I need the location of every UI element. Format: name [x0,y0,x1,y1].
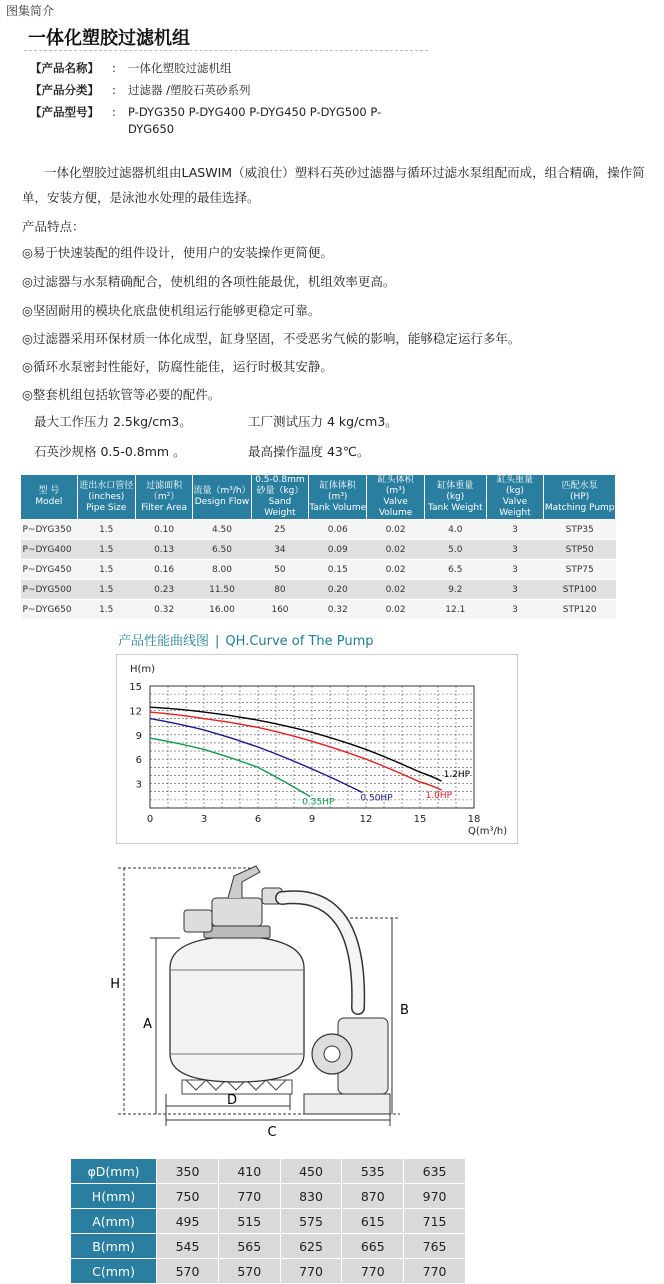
dimension-label-cell: φD(mm) [71,1159,157,1184]
spec-table-cell: 9.2 [425,580,487,600]
series-label: 0.35HP [302,797,335,808]
spec-table-cell: 4.50 [193,520,251,540]
spec-header-cell [544,475,616,520]
spec-table-cell: 0.02 [367,520,425,540]
section-label: 图集简介 [6,4,55,18]
spec-table-cell: STP75 [544,560,616,580]
dimension-value-cell: 770 [218,1184,280,1209]
series-label: 0.50HP [360,793,393,804]
spec-table-cell: P~DYG450 [21,560,78,580]
spec-max-temp: 最高操作温度 43℃。 [248,444,370,459]
spec-table-cell: 8.00 [193,560,251,580]
x-tick-label: 0 [146,814,154,825]
intro-paragraph: 一体化塑胶过滤器机组由LASWIM（威浪仕）塑料石英砂过滤器与循环过滤水泵组配而成，组合精确，操作简单，安装方便，是泳池水处理的最佳选择。 [22,165,645,205]
spec-table-cell: 1.5 [77,600,135,620]
spec-test-pressure: 工厂测试压力 4 kg/cm3。 [248,414,398,429]
chart-grid [150,686,474,808]
dimension-value-cell: 495 [157,1209,219,1234]
info-product-models [30,104,408,138]
curve-title [118,630,374,649]
spec-header-line: 过滤面积（m²） [146,480,183,502]
dimension-value-cell: 770 [404,1259,466,1284]
spec-table-cell: 3 [486,560,544,580]
info-key: 【产品型号】 [30,105,99,119]
x-axis-label: Q(m³/h) [468,826,508,837]
dimension-value-cell: 750 [157,1184,219,1209]
info-key: 【产品名称】 [30,61,99,75]
feature-item: ◎过滤器采用环保材质一体化成型，缸身坚固，不受恶劣气候的影响，能够稳定运行多年。 [22,331,521,346]
dimension-label-cell: A(mm) [71,1209,157,1234]
spec-header-line: Design Flow [194,497,250,507]
info-colon: : [112,105,116,119]
y-tick-label: 3 [135,779,142,791]
dimension-value-cell: 570 [218,1259,280,1284]
spec-header-line: 砂量（kg） [256,486,304,496]
dim-label-d: D [226,1093,238,1108]
valve-port-left [184,910,212,932]
spec-max-pressure: 最大工作压力 2.5kg/cm3。 [34,414,192,429]
spec-table-cell: 0.02 [367,580,425,600]
spec-table-cell: 16.00 [193,600,251,620]
pump-curve-chart [116,654,518,844]
spec-table-cell: 0.15 [309,560,367,580]
spec-table-cell: 0.32 [309,600,367,620]
spec-table-row [21,560,616,580]
dimension-table-row [71,1209,466,1234]
dimension-value-cell: 615 [342,1209,404,1234]
pump [304,1018,390,1114]
y-tick-label: 15 [129,682,142,693]
spec-table-cell: 0.02 [367,540,425,560]
spec-header-line: 0.5-0.8mm [255,475,305,485]
info-value: 一体化塑胶过滤机组 [128,61,232,75]
dimension-value-cell: 830 [280,1184,342,1209]
dimension-value-cell: 515 [218,1209,280,1234]
spec-table-cell: 11.50 [193,580,251,600]
spec-table-cell: STP100 [544,580,616,600]
spec-table-row [21,580,616,600]
title-divider [24,50,428,51]
spec-header-line: Filter Area [141,502,188,513]
spec-header-line: (m³) [328,491,348,502]
spec-header-cell [21,475,78,520]
info-key: 【产品分类】 [30,83,99,97]
dimension-value-cell: 410 [218,1159,280,1184]
info-product-name [30,60,408,77]
dimension-value-cell: 570 [157,1259,219,1284]
spec-header-cell [309,475,367,520]
page-title: 一体化塑胶过滤机组 [28,28,190,49]
spec-table-cell: 0.32 [135,600,193,620]
spec-table-cell: 160 [251,600,309,620]
tank-body [170,936,304,1082]
spec-table-cell: 1.5 [77,520,135,540]
dimension-table-row [71,1184,466,1209]
feature-item: ◎过滤器与水泵精确配合，使机组的各项性能最优，机组效率更高。 [22,274,396,289]
dim-label-h: H [110,977,120,992]
dimension-value-cell: 970 [404,1184,466,1209]
dimension-value-cell: 765 [404,1234,466,1259]
info-value: P-DYG350 P-DYG400 P-DYG450 P-DYG500 P-DYG650 [128,105,382,136]
spec-table-cell: 3 [486,580,544,600]
spec-table-cell: 0.02 [367,600,425,620]
spec-table-cell: 34 [251,540,309,560]
dim-label-b: B [400,1003,409,1018]
valve-handle [228,866,260,898]
y-axis-label: H(m) [130,664,156,675]
spec-table-cell: 0.16 [135,560,193,580]
spec-header-line: 缸头重量 [496,475,533,485]
dim-label-a: A [143,1017,152,1032]
x-tick-label: 6 [254,814,262,825]
spec-header-line: Tank Volume [309,502,367,513]
spec-table-cell: 4.0 [425,520,487,540]
dimension-table-row [71,1159,466,1184]
spec-table-cell: 12.1 [425,600,487,620]
spec-table-cell: 6.50 [193,540,251,560]
dimension-value-cell: 665 [342,1234,404,1259]
info-colon: : [112,83,116,97]
spec-table-cell: 1.5 [77,580,135,600]
spec-header-cell [251,475,309,520]
spec-header-line: 进出水口管径 [79,480,134,491]
pump-inlet [324,1046,340,1062]
spec-header-line: (HP) [570,491,590,502]
dim-label-c: C [267,1125,277,1140]
spec-header-cell [135,475,193,520]
dimension-table-body [71,1159,466,1284]
spec-header-line: 流量（m³/h） [193,486,251,496]
spec-header-line: Valve Volume [378,497,413,518]
spec-header-line: (kg) [446,491,465,502]
spec-sand: 石英沙规格 0.5-0.8mm 。 [34,444,186,459]
feature-item: ◎易于快速装配的组件设计，使用户的安装操作更简便。 [22,245,333,260]
spec-header-line: (kg) [505,486,524,496]
spec-table-cell: 0.13 [135,540,193,560]
spec-table-body [21,520,616,620]
spec-table-cell: STP120 [544,600,616,620]
spec-header-line: 缸体体积 [319,480,356,491]
x-tick-label: 3 [200,814,208,825]
spec-header-line: Tank Weight [427,502,483,513]
spec-header-line: Sand Weight [264,497,296,518]
curve-title-separator: | [215,634,220,649]
spec-header-line: 型 号 [38,486,60,496]
spec-header-line: 缸体重量 [437,480,474,491]
spec-header-cell [486,475,544,520]
spec-header-cell [367,475,425,520]
spec-header-line: Model [35,497,63,507]
spec-table-cell: P~DYG350 [21,520,78,540]
spec-table-cell: 0.09 [309,540,367,560]
spec-header-line: Valve Weight [499,497,531,518]
spec-table-cell: 3 [486,540,544,560]
spec-header-line: Pipe Size [86,502,127,513]
dimension-table-row [71,1234,466,1259]
spec-table-cell: 25 [251,520,309,540]
dimension-label-cell: H(mm) [71,1184,157,1209]
info-colon: : [112,61,116,75]
dimension-value-cell: 565 [218,1234,280,1259]
spec-table-cell: 0.02 [367,560,425,580]
x-tick-label: 9 [308,814,316,825]
dimension-value-cell: 770 [280,1259,342,1284]
tank-clamp [204,926,270,938]
dimension-value-cell: 715 [404,1209,466,1234]
spec-table-cell: P~DYG650 [21,600,78,620]
feature-item: ◎整套机组包括软管等必要的配件。 [22,387,221,402]
spec-header-line: 缸头体积 [377,475,414,485]
spec-header-cell [425,475,487,520]
dimension-label-cell: B(mm) [71,1234,157,1259]
y-tick-label: 6 [135,755,142,767]
dimension-value-cell: 770 [342,1259,404,1284]
spec-table-row [21,540,616,560]
spec-header-line: Matching Pump [544,502,615,513]
dimension-value-cell: 575 [280,1209,342,1234]
info-value: 过滤器 /塑胶石英砂系列 [128,83,251,97]
spec-table-cell: 3 [486,600,544,620]
info-product-category [30,82,408,99]
x-tick-label: 18 [467,814,481,825]
spec-table-cell: STP50 [544,540,616,560]
dimension-value-cell: 535 [342,1159,404,1184]
x-tick-label: 15 [413,814,427,825]
spec-table-cell: 5.0 [425,540,487,560]
spec-header-line: (inches) [88,491,125,502]
dimension-value-cell: 350 [157,1159,219,1184]
y-tick-label: 9 [135,730,142,742]
curve-title-cn: 产品性能曲线图 [118,634,210,649]
dimension-table [70,1158,466,1284]
spec-table-row [21,600,616,620]
spec-table-cell: 0.20 [309,580,367,600]
spec-table-cell: 6.5 [425,560,487,580]
x-tick-label: 12 [359,814,373,825]
series-label: 1.2HP [443,770,471,781]
spec-table-cell: STP35 [544,520,616,540]
unit-dimension-diagram [100,858,440,1148]
spec-table-cell: P~DYG400 [21,540,78,560]
spec-table [20,474,616,620]
spec-table-cell: 50 [251,560,309,580]
spec-table-cell: 0.10 [135,520,193,540]
spec-header-cell [77,475,135,520]
dimension-value-cell: 625 [280,1234,342,1259]
spec-header-line: 匹配水泵 [561,480,598,491]
feature-item: ◎坚固耐用的模块化底盘使机组运行能够更稳定可靠。 [22,303,321,318]
series-label: 1.0HP [425,791,453,802]
spec-table-cell: 0.23 [135,580,193,600]
spec-table-cell: 1.5 [77,560,135,580]
spec-table-row [21,520,616,540]
multiport-valve [212,898,262,926]
feature-item: ◎循环水泵密封性能好，防腐性能佳，运行时极其安静。 [22,359,333,374]
spec-header-line: (m³) [385,486,406,496]
dimension-value-cell: 450 [280,1159,342,1184]
y-tick-label: 12 [129,706,142,718]
spec-table-cell: 1.5 [77,540,135,560]
pump-base [304,1094,390,1114]
spec-table-cell: 80 [251,580,309,600]
spec-table-cell: P~DYG500 [21,580,78,600]
spec-table-header [21,475,616,520]
dimension-label-cell: C(mm) [71,1259,157,1284]
dimension-value-cell: 870 [342,1184,404,1209]
dimension-value-cell: 635 [404,1159,466,1184]
spec-header-cell [193,475,251,520]
spec-table-cell: 3 [486,520,544,540]
spec-table-cell: 0.06 [309,520,367,540]
dimension-table-row [71,1259,466,1284]
features-title: 产品特点： [22,219,85,234]
curve-title-en: QH.Curve of The Pump [225,634,374,649]
dimension-value-cell: 545 [157,1234,219,1259]
